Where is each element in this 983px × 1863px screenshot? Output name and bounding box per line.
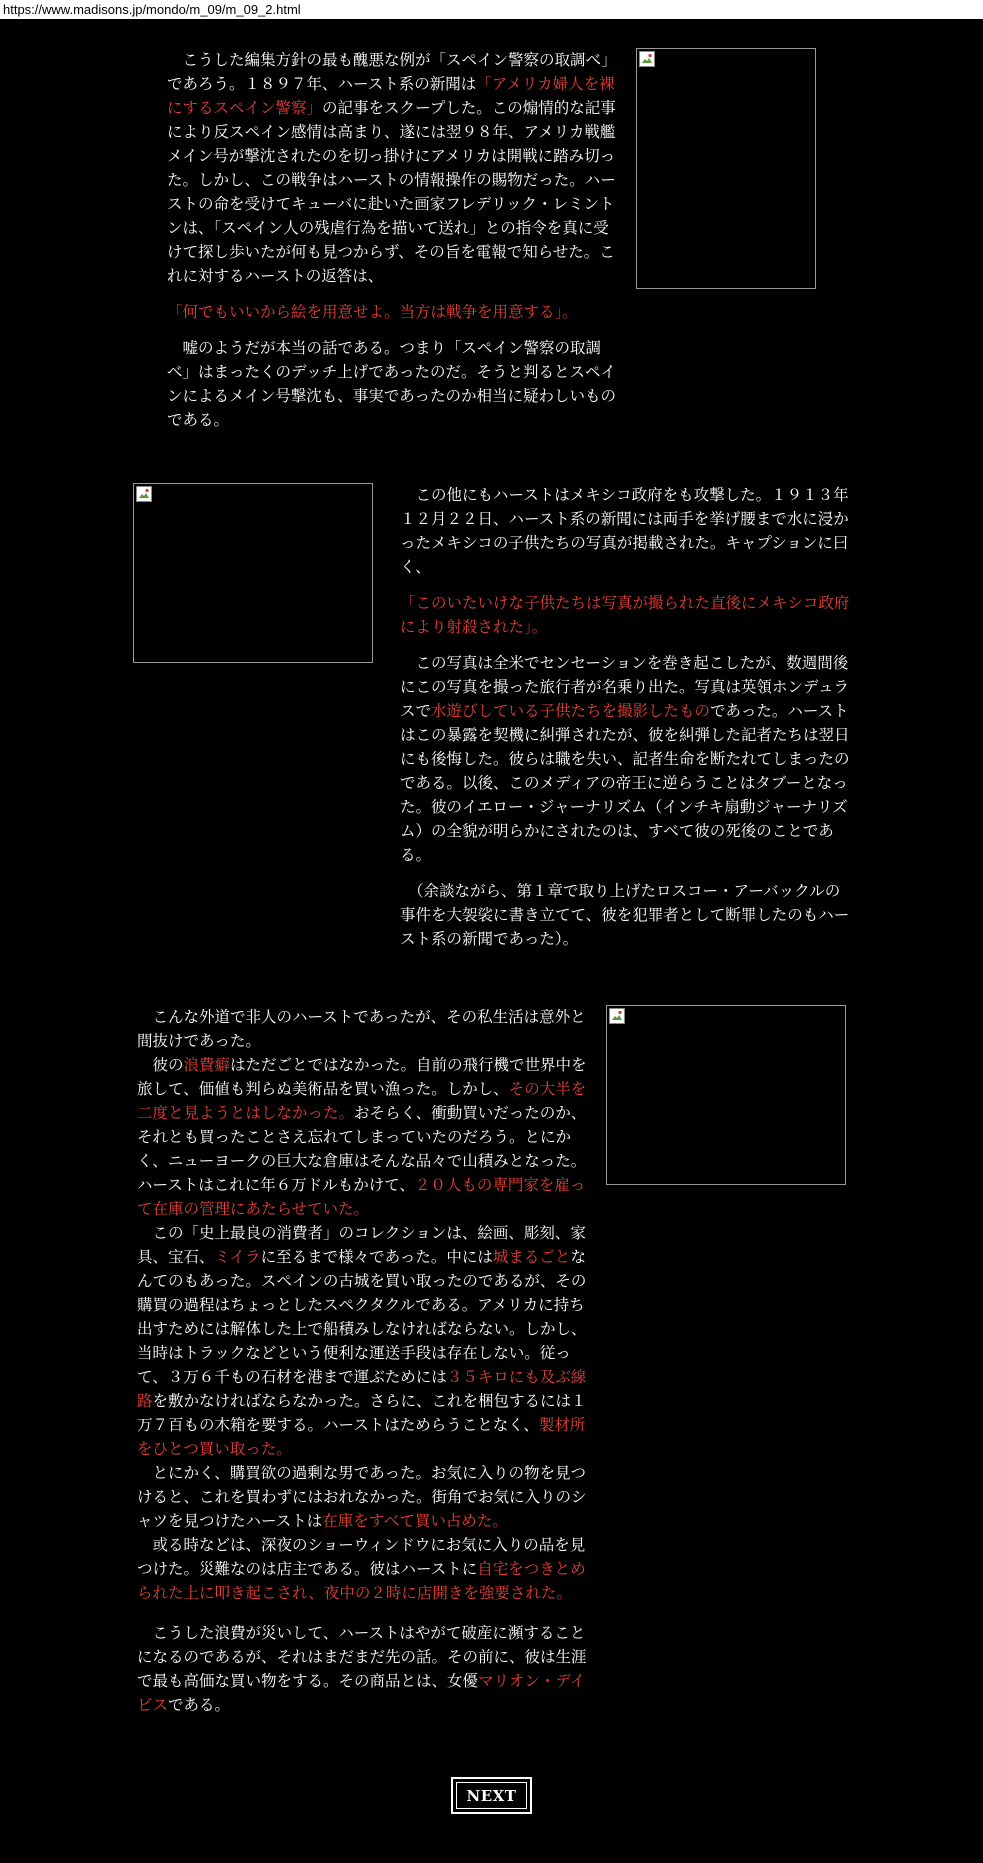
paragraph-shirts: とにかく、購買欲の過剰な男であった。お気に入りの物を見つけると、これを買わずにはおれなかった。街角でお気に入りのシャツを見つけたハーストは在庫をすべて買い占めた。 xyxy=(137,1464,587,1530)
image-placeholder-3 xyxy=(606,1005,846,1185)
paragraph-bankruptcy: こうした浪費が災いして、ハーストはやがて破産に瀕することになるのであるが、それはまだまだ先の話。その前に、彼は生涯で最も高価な買い物をする。その商品とは、女優マリオン・デイビスである。 xyxy=(137,1624,587,1714)
image-placeholder-2 xyxy=(133,483,373,663)
paragraph-spanish-police-conclusion: 嘘のようだが本当の話である。つまり「スペイン警察の取調べ」はまったくのデッチ上げであったのだ。そうと判るとスペインによるメイン号撃沈も、事実であったのか相当に疑わしいものである。 xyxy=(167,339,617,429)
section-mexico xyxy=(400,483,850,951)
highlight-sawmill: 製材所をひとつ買い取った。 xyxy=(137,1416,586,1458)
next-button-label: NEXT xyxy=(456,1782,527,1809)
highlight-castle: 城まるごと xyxy=(492,1248,571,1266)
paragraph-collection: この「史上最良の消費者」のコレクションは、絵画、彫刻、家具、宝石、ミイラに至るまで様々であった。中には城まるごとなんてのもあった。スペインの古城を買い取ったのであるが、その購買の過程はちょっとしたスペクタクルである。アメリカに持ち出すためには解体した上で船積みしなければならない。しかし、当時はトラックなどという便利な運送手段は存在しない。従って、３万６千もの石材を港まで運ぶためには３５キロにも及ぶ線路を敷かなければならなかった。さらに、これを梱包するには１万７百もの木箱を要する。ハーストはためらうことなく、製材所をひとつ買い取った。 xyxy=(137,1224,587,1458)
highlight-spending-habit: 浪費癖 xyxy=(183,1056,231,1074)
broken-image-icon xyxy=(639,51,655,67)
next-button[interactable] xyxy=(451,1777,532,1814)
paragraph-spanish-police-intro: こうした編集方針の最も醜悪な例が「スペイン警察の取調べ」であろう。１８９７年、ハースト系の新聞は「アメリカ婦人を裸にするスペイン警察」の記事をスクープした。この煽情的な記事により反スペイン感情は高まり、遂には翌９８年、アメリカ戦艦メイン号が撃沈されたのを切っ掛けにアメリカは開戦に踏み切った。しかし、この戦争はハーストの情報操作の賜物だった。ハーストの命を受けてキューバに赴いた画家フレデリック・レミントンは、「スペイン人の残虐行為を描いて送れ」との指令を真に受けて探し歩いたが何も見つからず、その旨を電報で知らせた。これに対するハーストの返答は、 xyxy=(167,51,617,285)
highlight-experts: ２０人もの専門家を雇って在庫の管理にあたらせていた。 xyxy=(137,1176,586,1218)
paragraph-mexico-intro: この他にもハーストはメキシコ政府をも攻撃した。１９１３年１２月２２日、ハースト系の新聞には両手を挙げ腰まで水に浸かったメキシコの子供たちの写真が掲載された。キャプションに曰く、 xyxy=(400,486,849,576)
paragraph-aside: （余談ながら、第１章で取り上げたロスコー・アーバックルの事件を大袈裟に書き立てて、彼を犯罪者として断罪したのもハースト系の新聞であった）。 xyxy=(400,882,850,948)
quote-hearst-reply: 「何でもいいから絵を用意せよ。当方は戦争を用意する」。 xyxy=(167,303,578,321)
highlight-railway: ３５キロにも及ぶ線路 xyxy=(137,1368,587,1410)
highlight-midnight: 自宅をつきとめられた上に叩き起こされ、夜中の２時に店開きを強要された。 xyxy=(137,1560,586,1602)
address-bar[interactable]: https://www.madisons.jp/mondo/m_09/m_09_2.html xyxy=(0,0,983,19)
paragraph-spending-habit: 彼の浪費癖はただごとではなかった。自前の飛行機で世界中を旅して、価値も判らぬ美術品を買い漁った。しかし、その大半を二度と見ようとはしなかった。おそらく、衝動買いだったのか、それとも買ったことさえ忘れてしまっていたのだろう。とにかく、ニューヨークの巨大な倉庫はそんな品々で山積みとなった。ハーストはこれに年６万ドルもかけて、２０人もの専門家を雇って在庫の管理にあたらせていた。 xyxy=(137,1056,587,1218)
broken-image-icon xyxy=(136,486,152,502)
section-private-life xyxy=(137,1005,587,1717)
highlight-never-seen: その大半を二度と見ようとはしなかった。 xyxy=(137,1080,587,1122)
section-spanish-police xyxy=(167,48,617,432)
highlight-headline: 「アメリカ婦人を裸にするスペイン警察」 xyxy=(167,75,615,117)
image-placeholder-1 xyxy=(636,48,816,289)
paragraph-mexico-exposure: この写真は全米でセンセーションを巻き起こしたが、数週間後にこの写真を撮った旅行者が名乗り出た。写真は英領ホンデュラスで水遊びしている子供たちを撮影したものであった。ハーストはこの暴露を契機に糾弾されたが、彼を糾弾した記者たちは翌日にも後悔した。彼らは職を失い、記者生命を断たれてしまったのである。以後、このメディアの帝王に逆らうことはタブーとなった。彼のイエロー・ジャーナリズム（インチキ扇動ジャーナリズム）の全貌が明らかにされたのは、すべて彼の死後のことである。 xyxy=(400,654,850,864)
highlight-mummy: ミイラ xyxy=(214,1248,261,1266)
highlight-buyout: 在庫をすべて買い占めた。 xyxy=(322,1512,508,1530)
paragraph-shop-owner: 或る時などは、深夜のショーウィンドウにお気に入りの品を見つけた。災難なのは店主である。彼はハーストに自宅をつきとめられた上に叩き起こされ、夜中の２時に店開きを強要された。 xyxy=(137,1536,586,1602)
quote-caption: 「このいたいけな子供たちは写真が撮られた直後にメキシコ政府により射殺された」。 xyxy=(400,594,850,636)
paragraph-private-life-intro: こんな外道で非人のハーストであったが、その私生活は意外と間抜けであった。 xyxy=(137,1008,586,1050)
highlight-marion-davies: マリオン・デイビス xyxy=(137,1672,586,1714)
broken-image-icon xyxy=(609,1008,625,1024)
highlight-photo-truth: 水遊びしている子供たちを撮影したもの xyxy=(431,702,711,720)
